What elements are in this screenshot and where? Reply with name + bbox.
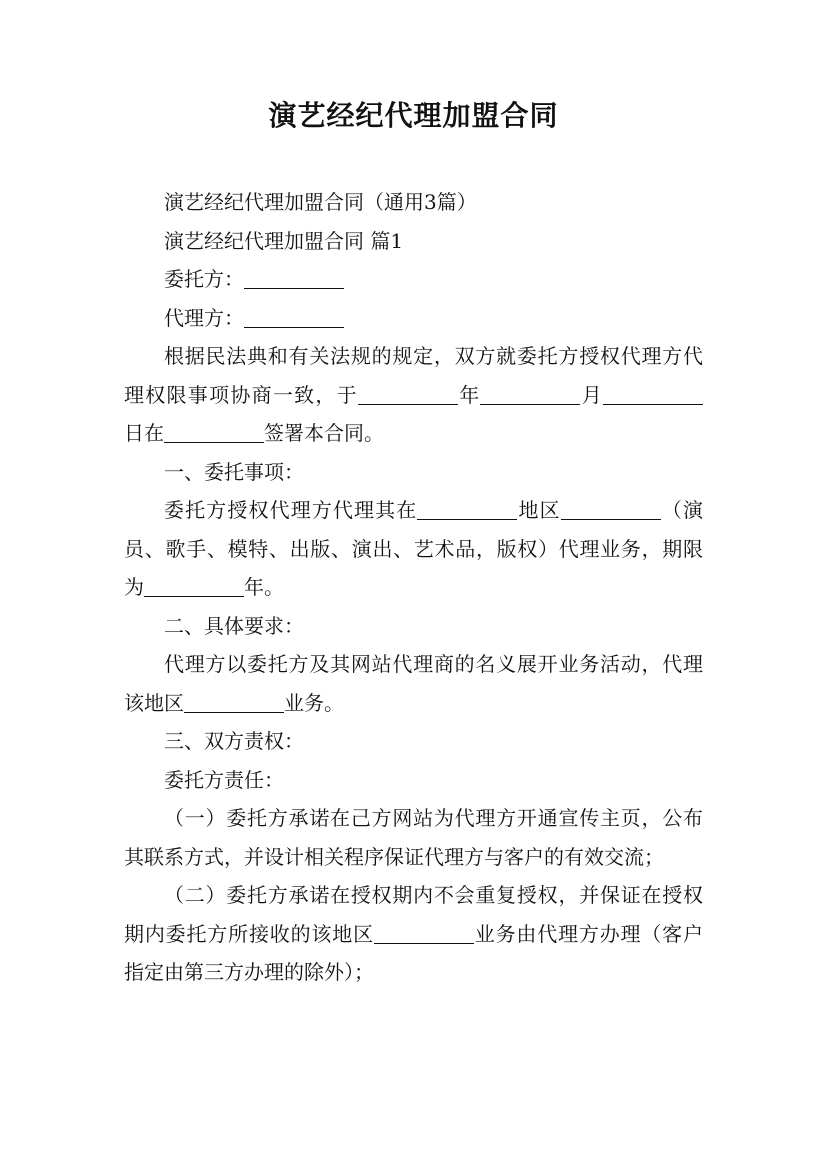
- text-run: 月: [580, 382, 604, 407]
- paragraph-duty-1: （一）委托方承诺在己方网站为代理方开通宣传主页，公布其联系方式，并设计相关程序保证代理方与客户的有效交流；: [124, 806, 703, 869]
- text-run: 签署本合同。: [264, 421, 384, 446]
- text-run: 年。: [244, 575, 284, 600]
- principal-blank: [244, 268, 344, 289]
- month-blank: [480, 384, 580, 405]
- paragraph-signing: [124, 337, 703, 453]
- text-run: 代理方以委托方及其网站代理商的名义展开业务活动，代理该地区: [124, 652, 703, 715]
- section-heading-1: 一、委托事项：: [164, 459, 304, 484]
- day-blank: [603, 384, 703, 405]
- text-run: 委托方授权代理方代理其在: [164, 498, 418, 523]
- term-blank: [144, 576, 244, 597]
- text-run: 根据民法典和有关法规的规定，双方就委托方授权代理方代理权限事项协商一致，于: [124, 344, 703, 407]
- text-run: 年: [457, 382, 481, 407]
- year-blank: [358, 384, 458, 405]
- agent-label: 代理方：: [164, 305, 244, 330]
- document-title: 演艺经纪代理加盟合同: [268, 99, 559, 132]
- principal-duty-heading: 委托方责任：: [164, 767, 284, 792]
- duty-business-blank: [374, 923, 474, 944]
- agent-blank: [244, 307, 344, 328]
- business-blank: [561, 499, 661, 520]
- region-blank: [417, 499, 517, 520]
- paragraph-requirements: [124, 645, 703, 722]
- chapter-heading: 演艺经纪代理加盟合同 篇1: [164, 228, 404, 253]
- text-run: 日在: [124, 421, 164, 446]
- text-run: 业务。: [284, 690, 344, 715]
- document-subtitle: 演艺经纪代理加盟合同（通用3篇）: [164, 190, 477, 215]
- section-heading-2: 二、具体要求：: [164, 613, 304, 638]
- section-heading-3: 三、双方责权：: [164, 729, 304, 754]
- paragraph-duty-2: [124, 876, 703, 992]
- place-blank: [164, 422, 264, 443]
- text-run: （演员、歌手、模特、出版、演出、艺术品，版权）代理业务，期限为: [124, 498, 704, 600]
- principal-line: [124, 260, 703, 299]
- agency-business-blank: [184, 692, 284, 713]
- text-run: 业务由代理方办理（客户指定由第三方办理的除外）；: [124, 921, 704, 985]
- text-run: （二）委托方承诺在授权期内不会重复授权，并保证在授权期内委托方所接收的该地区: [124, 883, 703, 946]
- text-run: 地区: [517, 498, 561, 523]
- agent-line: [124, 299, 703, 338]
- paragraph-commission: [124, 491, 703, 607]
- principal-label: 委托方：: [164, 267, 244, 292]
